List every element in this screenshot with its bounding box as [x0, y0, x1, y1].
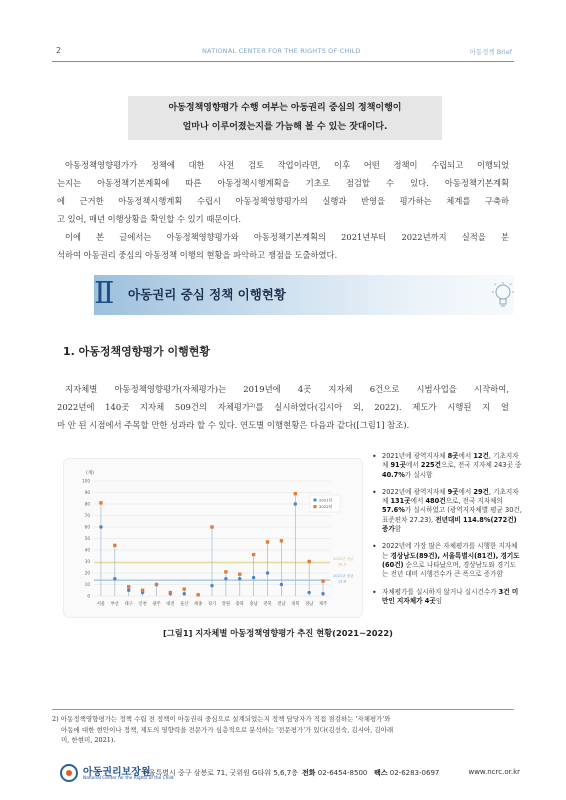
data-point-2022 [307, 560, 310, 563]
ncrc-logo-icon [60, 764, 78, 782]
header-brief-label: 아동정책 Brief [469, 48, 512, 56]
y-tick-label: 30 [84, 559, 90, 564]
phone-number: 02-6454-8500 [317, 769, 368, 777]
finding-item [372, 542, 522, 579]
data-point-2022 [321, 579, 324, 582]
emphasis-text: 8곳 [447, 452, 459, 460]
x-tick-label: 대전 [166, 602, 175, 607]
data-point-2022 [169, 591, 172, 594]
footnote [52, 714, 514, 746]
x-tick-label: 전북 [263, 602, 272, 607]
text-line: 는지는 아동정책기본계획에 따른 아동정책시행계획을 기초로 점검할 수 있다. 아동정책기본계획 [57, 178, 509, 188]
data-point-2021 [321, 592, 324, 595]
footer-website[interactable]: www.ncrc.or.kr [468, 768, 520, 776]
fax-label: 팩스 [374, 769, 388, 777]
emphasis-text: 131곳 [390, 497, 411, 506]
y-tick-label: 0 [87, 593, 90, 599]
page-number: 2 [56, 46, 62, 55]
x-tick-label: 전남 [277, 602, 286, 607]
logo-subtitle: National Center for the Rights of the Child [83, 776, 174, 781]
data-point-2022 [224, 570, 227, 573]
header-divider [52, 61, 514, 62]
x-tick-label: 광주 [152, 602, 161, 607]
callout-line: 얼마나 이루어졌는지를 가늠해 볼 수 있는 잣대이다. [182, 122, 388, 132]
data-point-2022 [210, 525, 213, 528]
page-footer [60, 762, 520, 784]
finding-text: 으로, 전국 지자체 243곳 중 [441, 461, 522, 470]
x-tick-label: 울산 [180, 602, 189, 607]
emphasis-text: 9곳 [447, 487, 459, 496]
y-tick-label: 20 [84, 570, 90, 576]
page-header [52, 44, 514, 58]
y-tick-label: 50 [84, 536, 90, 541]
text-line: 고 있어, 매년 이행상황을 확인할 수 있기 때문이다. [57, 214, 242, 224]
figure-caption: [그림1] 지자체별 아동정책영향평가 추진 현황(2021~2022) [163, 628, 393, 638]
emphasis-text: 225건 [420, 461, 441, 470]
data-point-2021 [252, 576, 255, 579]
x-tick-label: 인천 [138, 602, 147, 607]
emphasis-text: 57.6% [382, 506, 405, 515]
finding-text: 에서 [410, 497, 426, 506]
text-line: 지자체별 아동정책영향평가(자체평가)는 2019년에 4곳 지자체 6건으로 시범사업을 시작하여, [65, 384, 509, 394]
finding-text: 에서 [458, 487, 474, 496]
section-title: 아동권리 중심 정책 이행현황 [128, 287, 286, 302]
x-tick-label: 경남 [305, 602, 314, 607]
fax-number: 02-6283-0697 [389, 769, 440, 777]
x-tick-label: 서울 [96, 602, 106, 607]
finding-item [372, 488, 522, 534]
lollipop-chart [64, 459, 364, 619]
emphasis-text: 91곳 [390, 461, 407, 470]
finding-text: , 기초지자체 [382, 452, 519, 470]
text-line: 이에 본 글에서는 아동정책영향평가와 아동정책기본계획의 2021년부터 2022년까지 실적을 분 [65, 232, 509, 242]
text-line: 아동정책영향평가가 정책에 대한 사전 검토 작업이라면, 이후 어떤 정책이 수립되고 이행되었 [65, 160, 509, 170]
intro-paragraph-2 [57, 228, 509, 264]
x-tick-label: 세종 [193, 602, 203, 607]
x-tick-label: 제주 [318, 602, 328, 607]
data-point-2022 [266, 540, 269, 543]
chart-container [63, 458, 363, 618]
legend-marker-2022 [313, 505, 316, 508]
average-label: 2022년 평균 [333, 556, 354, 561]
x-tick-label: 경북 [291, 602, 300, 607]
lightbulb-icon [492, 281, 514, 311]
data-point-2022 [280, 539, 283, 542]
data-point-2022 [196, 593, 199, 596]
data-point-2021 [294, 502, 297, 505]
data-point-2022 [127, 585, 130, 588]
logo-name: 아동권리보장원 [83, 767, 151, 778]
subsection-title: 1. 아동정책영향평가 이행현황 [63, 345, 211, 358]
y-tick-label: 60 [84, 524, 90, 530]
x-tick-label: 부산 [110, 602, 119, 607]
data-point-2021 [266, 571, 269, 574]
section-numeral: Ⅱ [94, 276, 115, 311]
emphasis-text: 480건 [425, 497, 446, 506]
footnote-divider [52, 709, 514, 710]
legend-marker-2021 [313, 498, 316, 501]
finding-text: 으로, 전국 지자체의 [445, 497, 503, 506]
footnote-line: 미, 한현미, 2021). [61, 736, 116, 744]
finding-text: 2022년에 가장 많은 자체평가를 시행한 지자체는 [382, 542, 518, 560]
emphasis-text: 40.7% [382, 470, 405, 479]
text-line: 석하여 아동권리 중심의 아동정책 이행의 현황을 파악하고 쟁점을 도출하였다. [57, 250, 338, 260]
finding-item [372, 452, 522, 480]
finding-text: 자체평가를 실시하지 않거나 실시건수가 [382, 587, 499, 596]
finding-text: 에서 [458, 452, 474, 460]
finding-text: 가 실시하였고 (광역지자체별 평균 30건, 표준편차 27.23), [382, 506, 522, 524]
y-tick-label: 100 [82, 478, 90, 484]
finding-text: 에서 [406, 461, 421, 470]
x-tick-label: 강원 [221, 602, 231, 607]
data-point-2021 [210, 584, 213, 587]
intro-paragraph-1 [57, 156, 509, 228]
finding-text: 가 실시함 [404, 470, 433, 479]
x-tick-label: 경기 [207, 602, 217, 607]
y-tick-label: 10 [84, 582, 90, 587]
footnote-line: 2) 아동정책영향평가는 정책 수립 전 정책이 아동권리 중심으로 설계되었는지 정책 담당자가 직접 점검하는 '자체평가'와 [52, 715, 391, 723]
y-tick-label: 90 [84, 490, 90, 495]
text-line: 2022년에 140곳 지자체 509건의 자체평가²⁾를 실시하였다(김시아 외, 2022). 제도가 시행된 지 얼 [57, 402, 509, 412]
callout-line: 아동정책영향평가 수행 여부는 아동권리 중심의 정책이행이 [168, 103, 402, 113]
finding-item [372, 588, 522, 607]
data-point-2022 [141, 589, 144, 592]
data-point-2021 [280, 583, 283, 586]
data-point-2021 [127, 589, 130, 592]
emphasis-text: 12건 [473, 452, 489, 460]
data-point-2022 [294, 492, 297, 495]
y-tick-label: 70 [84, 513, 90, 518]
footer-fax [374, 768, 439, 778]
findings-list [372, 452, 522, 614]
finding-text: 2022년에 광역지자체 [382, 487, 448, 496]
legend-label: 2022년 [319, 504, 333, 509]
finding-text: 임 [435, 596, 443, 605]
body-paragraph [57, 380, 509, 434]
average-label: 2021년 평균 [333, 574, 354, 579]
emphasis-text: 29건 [473, 487, 489, 496]
average-value: 28.9 [338, 562, 347, 567]
data-point-2022 [113, 544, 116, 547]
footer-phone [302, 768, 367, 778]
finding-text: 2021년에 광역지자체 [382, 452, 448, 460]
legend-label: 2021년 [319, 497, 333, 503]
data-point-2022 [238, 572, 241, 575]
data-point-2022 [252, 553, 255, 556]
emphasis-text: 경상남도(89건), 서울특별시(81건), 경기도(60건) [382, 551, 520, 569]
emphasis-text: 전년대비 114.8%(272건) 증가 [382, 515, 517, 534]
y-tick-label: 80 [84, 501, 90, 507]
data-point-2022 [155, 583, 158, 586]
data-point-2021 [238, 577, 241, 580]
data-point-2021 [307, 591, 310, 594]
footnote-line: 아동에 대한 현안이나 정책, 제도의 영향력을 전문가가 심층적으로 분석하는 '전문평가'가 있다(김선숙, 김시아, 김아래 [61, 725, 394, 734]
key-message-callout [128, 96, 442, 140]
data-point-2021 [113, 577, 116, 580]
text-line: 마 안 된 시점에서 주목할 만한 성과라 할 수 있다. 연도별 이행현황은 다음과 같다([그림1] 참조). [57, 420, 410, 430]
finding-text: 함 [394, 525, 402, 534]
x-tick-label: 충북 [235, 602, 244, 607]
y-tick-label: 40 [84, 547, 90, 553]
finding-text: , 기초지자체 [382, 487, 519, 506]
text-line: 에 근거한 아동정책시행계획 수립시 아동정책영향평가의 실행과 반영을 평가하는 체계를 구축하 [57, 196, 509, 206]
average-value: 13.8 [338, 579, 347, 584]
header-title: NATIONAL CENTER FOR THE RIGHTS OF CHILD [202, 47, 361, 55]
finding-text: 순으로 나타났으며, 경상남도와 경기도는 전년 대비 시행건수가 큰 폭으로 증가함 [382, 560, 516, 579]
y-axis-label: (개) [86, 471, 94, 476]
data-point-2021 [183, 592, 186, 595]
data-point-2021 [99, 525, 102, 528]
data-point-2022 [99, 501, 102, 504]
emphasis-text: 3건 미만인 지자체가 4곳 [382, 587, 519, 605]
footer-address: 서울특별시 중구 삼봉로 71, 굿위원 G타워 5,6,7층 [142, 769, 298, 777]
phone-label: 전화 [302, 769, 316, 777]
x-tick-label: 충남 [249, 602, 258, 607]
data-point-2021 [224, 577, 227, 580]
data-point-2022 [183, 587, 186, 590]
x-tick-label: 대구 [124, 602, 133, 607]
